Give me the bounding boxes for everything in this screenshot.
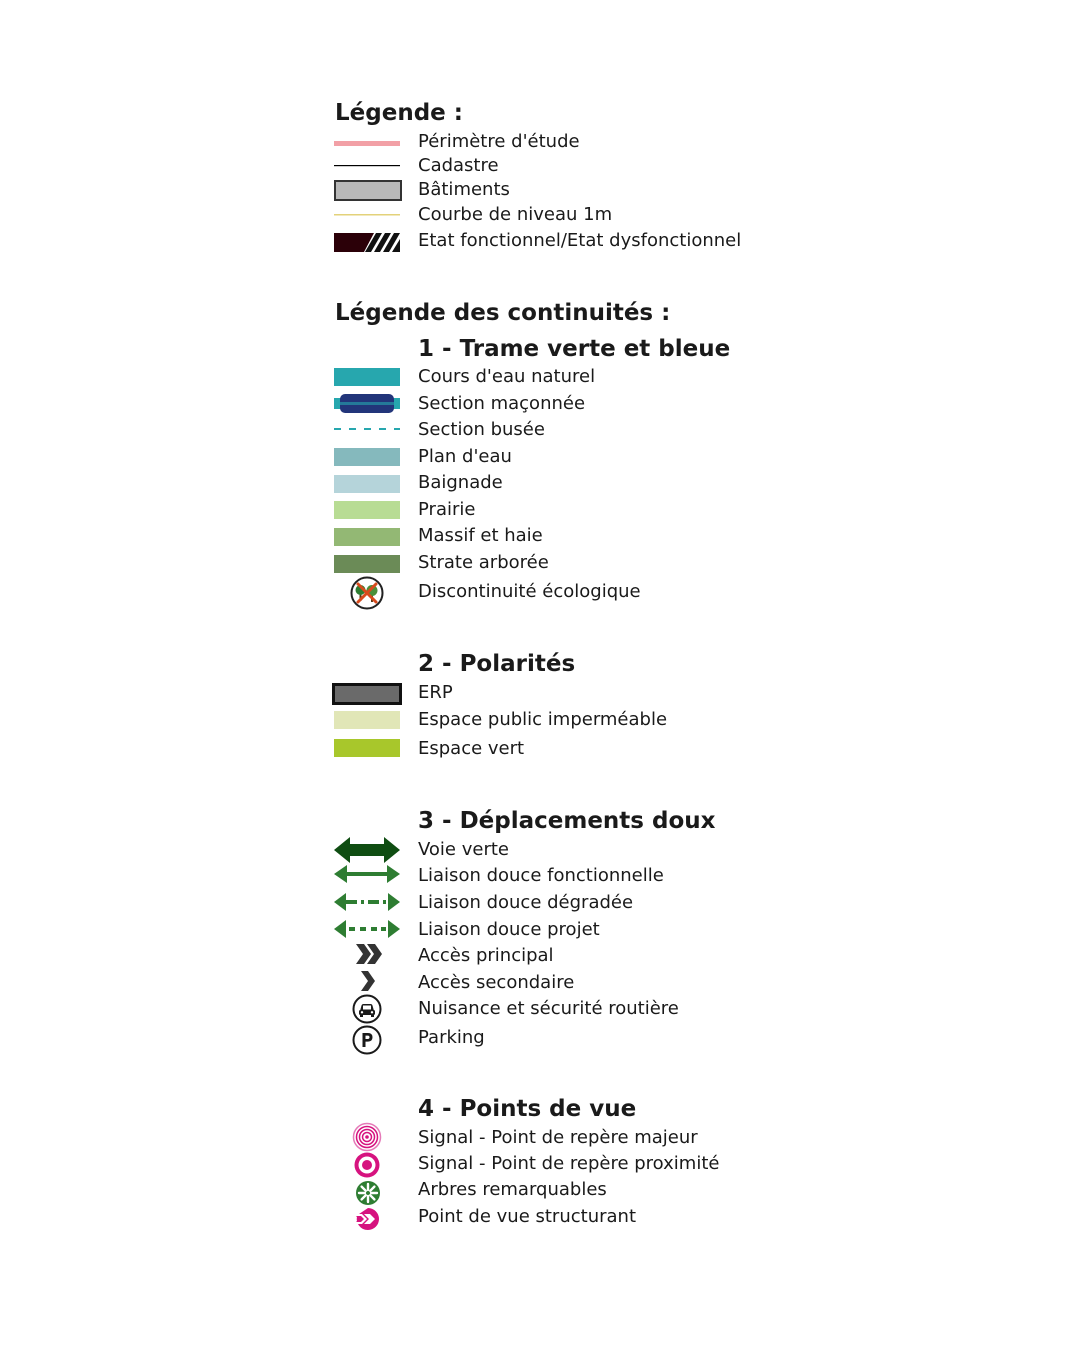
trame-item-massif: Massif et haie (418, 525, 543, 546)
trame-item-baignade: Baignade (418, 472, 503, 493)
trame-item-cours-eau: Cours d'eau naturel (418, 366, 596, 387)
trame-item-section-busee: Section busée (418, 419, 545, 440)
deplacements-item-voie-verte: Voie verte (418, 839, 509, 860)
deplacements-item-degradee: Liaison douce dégradée (418, 892, 634, 913)
points-item-arbres: Arbres remarquables (418, 1179, 607, 1200)
mid-green-swatch-icon (334, 528, 402, 548)
thin-black-line-icon (334, 164, 402, 168)
dark-green-swatch-icon (334, 555, 402, 575)
teal-band-icon (334, 368, 402, 388)
trame-item-section-maconnee: Section maçonnée (418, 393, 586, 414)
legend-item-courbe: Courbe de niveau 1m (418, 204, 613, 225)
cream-swatch-icon (334, 711, 402, 731)
deplacements-item-acces-secondaire: Accès secondaire (418, 972, 575, 993)
grey-building-box-icon (334, 180, 404, 202)
trame-item-discontinuite: Discontinuité écologique (418, 581, 641, 602)
polarites-item-erp: ERP (418, 682, 453, 703)
legend-item-perimetre: Périmètre d'étude (418, 131, 580, 152)
thick-double-arrow-icon (334, 836, 402, 864)
teal-band-navy-bar-icon (334, 393, 402, 415)
deplacements-item-projet: Liaison douce projet (418, 919, 600, 940)
teal-dashed-line-icon (334, 427, 402, 431)
crossed-tree-icon (350, 576, 384, 610)
double-chevron-icon (355, 943, 383, 965)
light-blue-swatch-icon (334, 475, 402, 495)
trame-item-plan-eau: Plan d'eau (418, 446, 512, 467)
green-star-tree-icon (355, 1180, 381, 1206)
points-de-vue-title: 4 - Points de vue (418, 1096, 637, 1122)
deplacements-item-fonctionnelle: Liaison douce fonctionnelle (418, 865, 664, 886)
points-item-repere-proximite: Signal - Point de repère proximité (418, 1153, 720, 1174)
pink-line-icon (334, 140, 402, 148)
trame-item-strate: Strate arborée (418, 552, 549, 573)
car-circle-icon (352, 994, 382, 1024)
points-item-point-de-vue: Point de vue structurant (418, 1206, 636, 1227)
polarites-title: 2 - Polarités (418, 651, 576, 677)
dashed-double-arrow-icon (334, 919, 402, 939)
blue-grey-swatch-icon (334, 448, 402, 468)
deplacements-item-parking: Parking (418, 1027, 485, 1048)
thin-yellow-line-icon (334, 213, 402, 217)
light-green-swatch-icon (334, 501, 402, 521)
trame-title: 1 - Trame verte et bleue (418, 336, 731, 362)
lime-swatch-icon (334, 739, 402, 759)
legend-item-etat: Etat fonctionnel/Etat dysfonctionnel (418, 230, 742, 251)
polarites-item-espace-public: Espace public imperméable (418, 709, 668, 730)
legend-item-cadastre: Cadastre (418, 155, 499, 176)
legend-item-batiments: Bâtiments (418, 179, 510, 200)
magenta-target-icon (353, 1151, 381, 1179)
magenta-rings-icon (352, 1122, 382, 1152)
legend-title: Légende : (335, 100, 463, 126)
double-arrow-icon (334, 864, 402, 884)
continuites-title: Légende des continuités : (335, 300, 671, 326)
deplacements-item-acces-principal: Accès principal (418, 945, 554, 966)
parking-circle-icon (352, 1025, 382, 1055)
deplacements-title: 3 - Déplacements doux (418, 808, 716, 834)
solid-hatched-bar-icon (334, 233, 404, 253)
deplacements-item-nuisance: Nuisance et sécurité routière (418, 998, 679, 1019)
chevron-icon (360, 970, 376, 992)
trame-item-prairie: Prairie (418, 499, 476, 520)
dark-grey-box-icon (332, 683, 404, 707)
magenta-arrow-circle-icon (355, 1207, 381, 1231)
dash-dot-double-arrow-icon (334, 892, 402, 912)
points-item-repere-majeur: Signal - Point de repère majeur (418, 1127, 698, 1148)
polarites-item-espace-vert: Espace vert (418, 738, 525, 759)
